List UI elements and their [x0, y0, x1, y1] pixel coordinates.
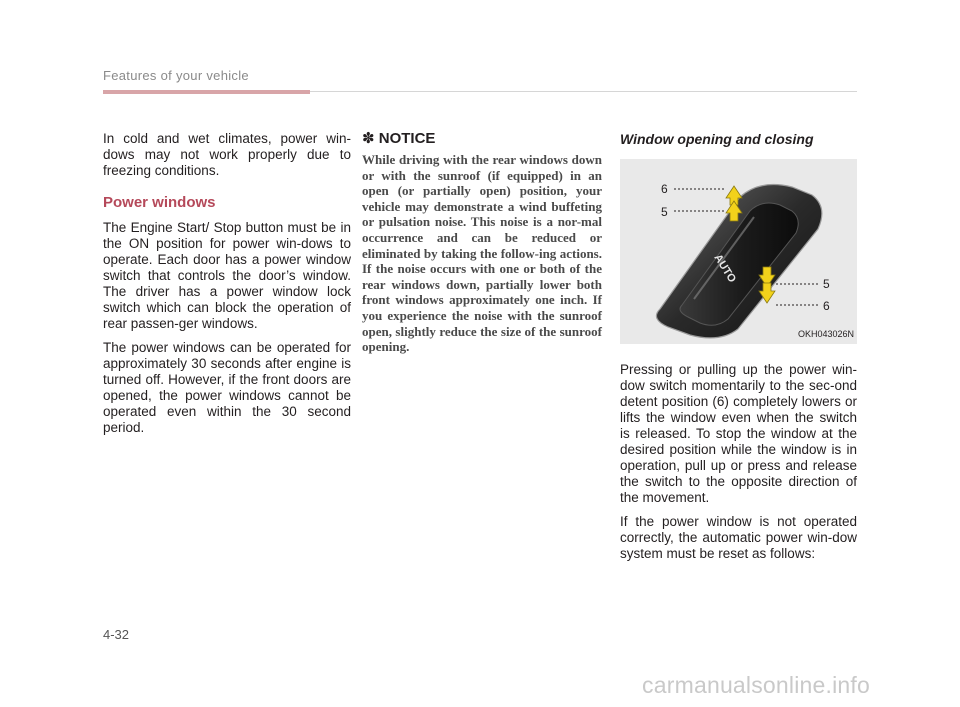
power-windows-heading: Power windows: [103, 194, 216, 211]
switch-auto-label: AUTO: [711, 252, 739, 285]
header-divider-rule: [310, 91, 857, 92]
power-windows-paragraph-1: The Engine Start/ Stop button must be in the ON position for power win-dows to operate. Each door has a power window switch that controls the door’s window. The driver has a power window lock switch which can block the operation of rear passen-ger windows.: [103, 220, 351, 331]
window-paragraph-1: Pressing or pulling up the power win-dow switch momentarily to the sec-ond detent position (6) completely lowers or lifts the window even when the switch is released. To stop the window at the desired position while the window is in operation, pull up or press and release the switch to the opposite direction of the movement.: [620, 362, 857, 505]
callout-6-down: 6: [823, 299, 830, 313]
section-header-title: Features of your vehicle: [103, 68, 249, 83]
callout-5-down: 5: [823, 277, 830, 291]
page-number: 4-32: [103, 627, 130, 642]
window-switch-illustration: [620, 159, 857, 344]
callout-5-up: 5: [661, 205, 668, 219]
notice-title: ✽ NOTICE: [362, 130, 436, 147]
window-paragraph-2: If the power window is not operated correctly, the automatic power win-dow system must be reset as follows:: [620, 514, 857, 561]
figure-code: OKH043026N: [797, 329, 854, 339]
notice-body: While driving with the rear windows down or with the sunroof (if equipped) in an open (or partially open) position, your vehicle may demonstrate a wind buffeting or pulsation noise. This noise is a nor-mal occurrence and can be reduced or eliminated by taking the follow-ing actions. If the noise occurs with one or both of the rear windows down, partially lower both front windows approximately one inch. If you experience the noise with the sunroof open, slightly reduce the size of the sunroof opening.: [362, 152, 602, 355]
watermark-text: carmanualsonline.info: [642, 672, 870, 698]
column-middle: [362, 131, 602, 363]
window-opening-heading: Window opening and closing: [620, 131, 814, 147]
callout-6-up: 6: [661, 182, 668, 196]
header-accent-rule: [103, 90, 310, 94]
column-left: [103, 131, 351, 444]
intro-paragraph: In cold and wet climates, power win-dows may not work properly due to freezing conditions.: [103, 131, 351, 178]
power-windows-paragraph-2: The power windows can be operated for approximately 30 seconds after engine is turned off. However, if the front doors are opened, the power windows cannot be operated even within the 30 second period.: [103, 340, 351, 435]
window-switch-figure: [620, 159, 857, 344]
column-right: [620, 131, 857, 570]
